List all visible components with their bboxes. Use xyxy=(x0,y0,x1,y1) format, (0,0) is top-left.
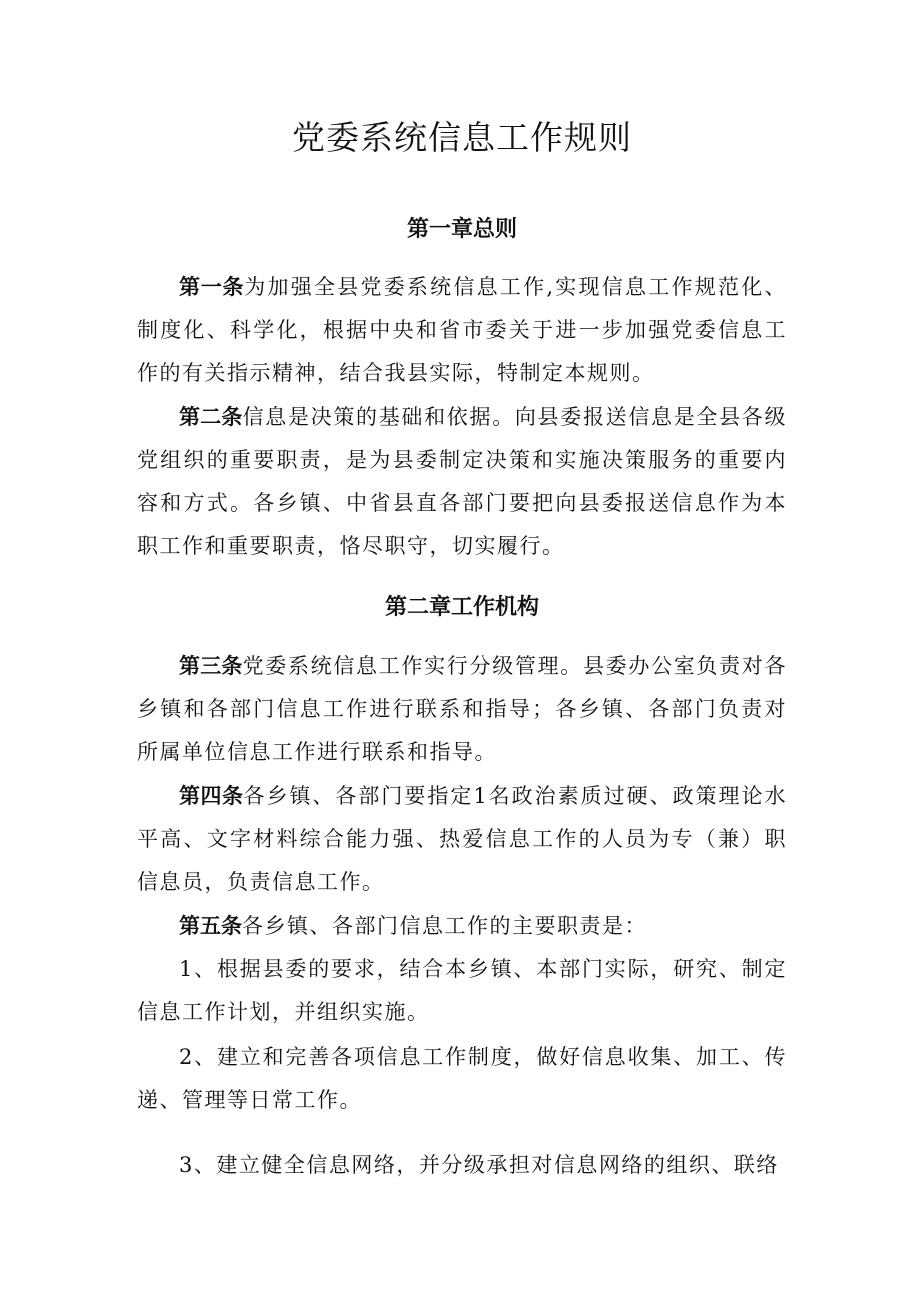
article-label: 第五条 xyxy=(179,914,242,938)
article-text: 党委系统信息工作实行分级管理。县委办公室负责对各乡镇和各部门信息工作进行联系和指导；各乡镇、各部门负责对所属单位信息工作进行联系和指导。 xyxy=(137,654,787,764)
article-label: 第二条 xyxy=(179,405,243,429)
article-text: 为加强全县党委系统信息工作,实现信息工作规范化、制度化、科学化，根据中央和省市委关于进一步加强党委信息工作的有关指示精神，结合我县实际，特制定本规则。 xyxy=(137,275,787,385)
article-text: 各乡镇、各部门信息工作的主要职责是： xyxy=(242,914,647,938)
article-paragraph xyxy=(137,645,787,774)
article-paragraph xyxy=(137,396,787,568)
list-item: 1、根据县委的要求，结合本乡镇、本部门实际，研究、制定信息工作计划，并组织实施。 xyxy=(137,957,787,1024)
article-label: 第四条 xyxy=(179,784,244,808)
article-paragraph xyxy=(137,905,787,948)
article-label: 第三条 xyxy=(179,654,243,678)
chapter-heading: 第二章工作机构 xyxy=(384,595,539,620)
document-title: 党委系统信息工作规则 xyxy=(292,118,632,157)
article-paragraph xyxy=(137,266,787,395)
chapter-heading: 第一章总则 xyxy=(406,217,517,242)
list-item: 3、建立健全信息网络，并分级承担对信息网络的组织、联络 xyxy=(179,1153,779,1177)
list-item: 2、建立和完善各项信息工作制度，做好信息收集、加工、传递、管理等日常工作。 xyxy=(137,1045,787,1112)
article-text: 各乡镇、各部门要指定1名政治素质过硬、政策理论水平高、文字材料综合能力强、热爱信息工作的人员为专（兼）职信息员，负责信息工作。 xyxy=(137,784,788,894)
article-paragraph xyxy=(137,775,787,904)
article-label: 第一条 xyxy=(179,275,245,299)
article-text: 信息是决策的基础和依据。向县委报送信息是全县各级党组织的重要职责，是为县委制定决策和实施决策服务的重要内容和方式。各乡镇、中省县直各部门要把向县委报送信息作为本职工作和重要职责，恪尽职守，切实履行。 xyxy=(137,405,787,558)
